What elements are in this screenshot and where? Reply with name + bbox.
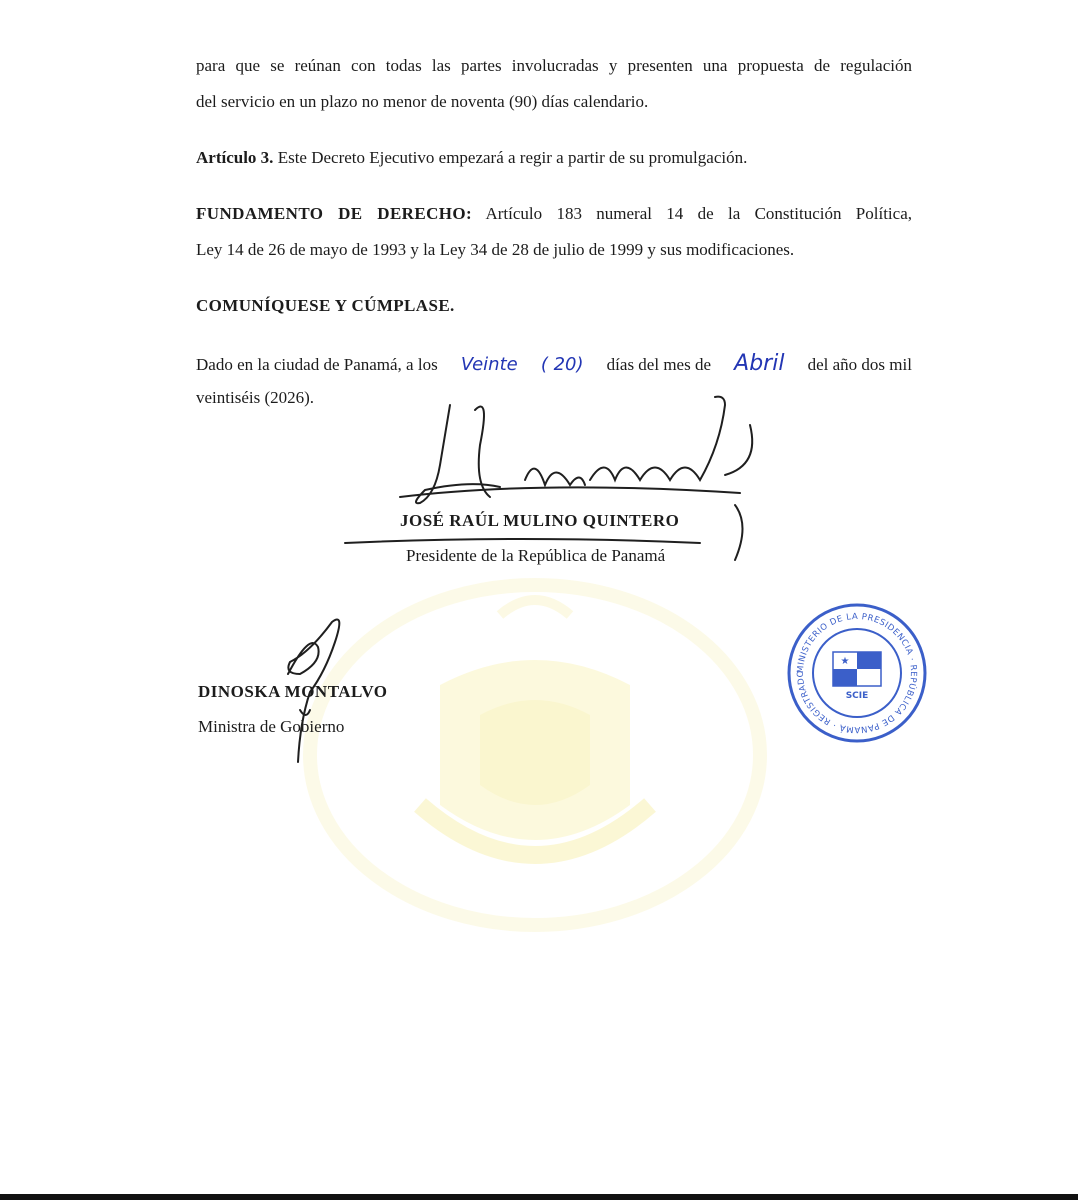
seal-text: MINISTERIO DE LA PRESIDENCIA · REPÚBLICA DE PANAMÁ · REGISTRADO [795, 611, 919, 735]
president-name: JOSÉ RAÚL MULINO QUINTERO [400, 511, 680, 530]
minister-name: DINOSKA MONTALVO [198, 682, 388, 701]
seal-center-text: SCIE [845, 691, 869, 701]
fundamento-line-1 [196, 196, 912, 232]
handwritten-day-number: ( 20) [540, 354, 584, 375]
article-3-text: Este Decreto Ejecutivo empezará a regir a partir de su promulgación. [273, 148, 748, 167]
president-signature-icon [340, 385, 770, 570]
president-title: Presidente de la República de Panamá [406, 546, 666, 565]
dado-prefix: Dado en la ciudad de Panamá, a los [196, 355, 438, 374]
article-3-label: Artículo 3. [196, 148, 274, 167]
closing-formula: COMUNÍQUESE Y CÚMPLASE. [196, 296, 455, 315]
handwritten-day: Veinte [460, 354, 518, 375]
dado-middle: días del mes de [606, 355, 712, 374]
article-3 [196, 140, 912, 176]
paragraph-1-line-1: para que se reúnan con todas las partes involucradas y presenten una propuesta de regulación [196, 56, 912, 75]
dado-line-2: veintiséis (2026). [196, 388, 315, 407]
handwritten-month: Abril [734, 351, 785, 376]
dado-suffix: del año dos mil [807, 355, 912, 374]
svg-text:★: ★ [840, 656, 850, 667]
svg-text:★: ★ [864, 673, 874, 684]
paragraph-1-line-2: del servicio en un plazo no menor de noventa (90) días calendario. [196, 92, 649, 111]
fundamento-line-2: Ley 14 de 26 de mayo de 1993 y la Ley 34 de 28 de julio de 1999 y sus modificaciones. [196, 240, 795, 259]
bottom-border [0, 1194, 1078, 1200]
coat-of-arms-watermark-icon [300, 575, 770, 935]
fundamento-label: FUNDAMENTO DE DERECHO: [196, 204, 473, 223]
fundamento-text: Artículo 183 numeral 14 de la Constitución Política, [472, 204, 912, 223]
minister-title: Ministra de Gobierno [198, 717, 345, 736]
ministry-seal-icon [786, 602, 928, 744]
dado-line-1 [196, 346, 912, 383]
